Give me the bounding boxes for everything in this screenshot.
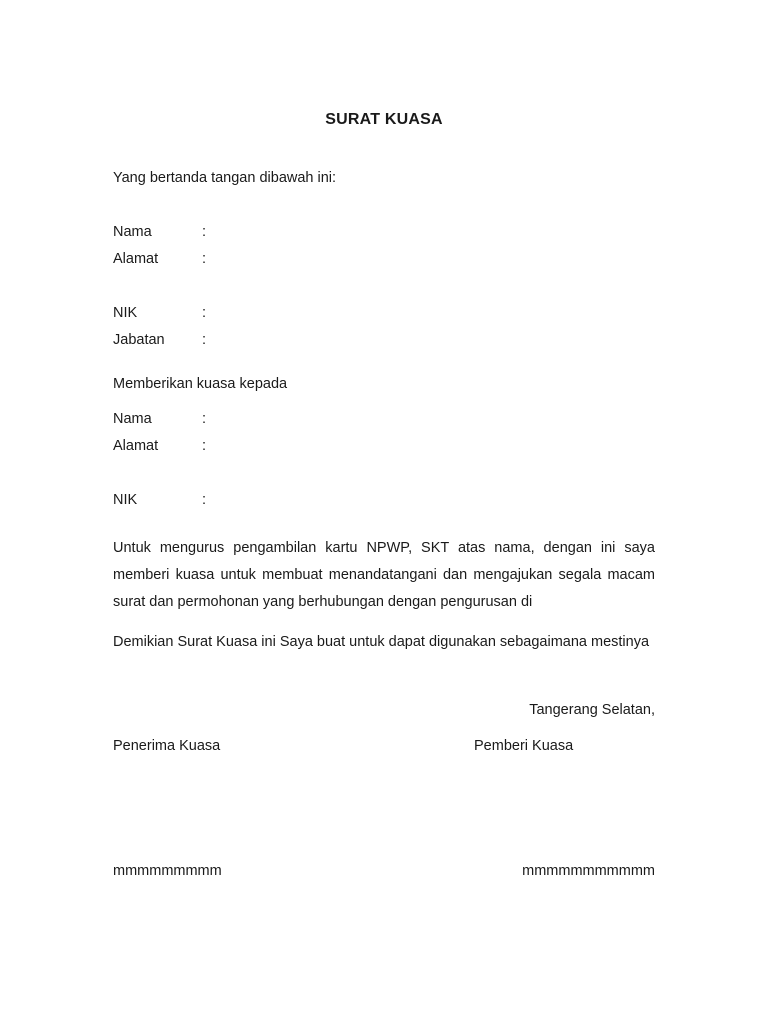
grantor-nama-colon: : (202, 224, 207, 240)
grantor-alamat-colon: : (202, 251, 207, 267)
grantee-nama-colon: : (202, 411, 207, 427)
grantee-nama-label: Nama (113, 411, 152, 427)
closing-paragraph: Demikian Surat Kuasa ini Saya buat untuk dapat digunakan sebagaimana mestinya (113, 634, 650, 650)
intro-text: Yang bertanda tangan dibawah ini: (113, 170, 337, 186)
place-text: Tangerang Selatan, (529, 702, 655, 718)
grantee-nik-label: NIK (113, 492, 138, 508)
grantor-nik-label: NIK (113, 305, 138, 321)
grantor-jabatan-label: Jabatan (113, 332, 165, 348)
giver-label: Pemberi Kuasa (474, 738, 574, 754)
grantor-nama-label: Nama (113, 224, 152, 240)
transfer-line: Memberikan kuasa kepada (113, 376, 288, 392)
grantor-alamat-label: Alamat (113, 251, 159, 267)
grantee-nik-colon: : (202, 492, 207, 508)
grantor-jabatan-colon: : (202, 332, 207, 348)
receiver-label: Penerima Kuasa (113, 738, 221, 754)
grantee-alamat-colon: : (202, 438, 207, 454)
giver-name: mmmmmmmmmmm (522, 863, 655, 879)
document-title: SURAT KUASA (325, 111, 443, 128)
body-paragraph: Untuk mengurus pengambilan kartu NPWP, SKT atas nama, dengan ini saya memberi kuasa untuk membuat menandatangani dan mengajukan segala macam surat dan permohonan yang berhubungan dengan pengurusan di (113, 540, 655, 610)
grantee-alamat-label: Alamat (113, 438, 159, 454)
receiver-name: mmmmmmmmm (113, 863, 222, 879)
grantor-nik-colon: : (202, 305, 207, 321)
